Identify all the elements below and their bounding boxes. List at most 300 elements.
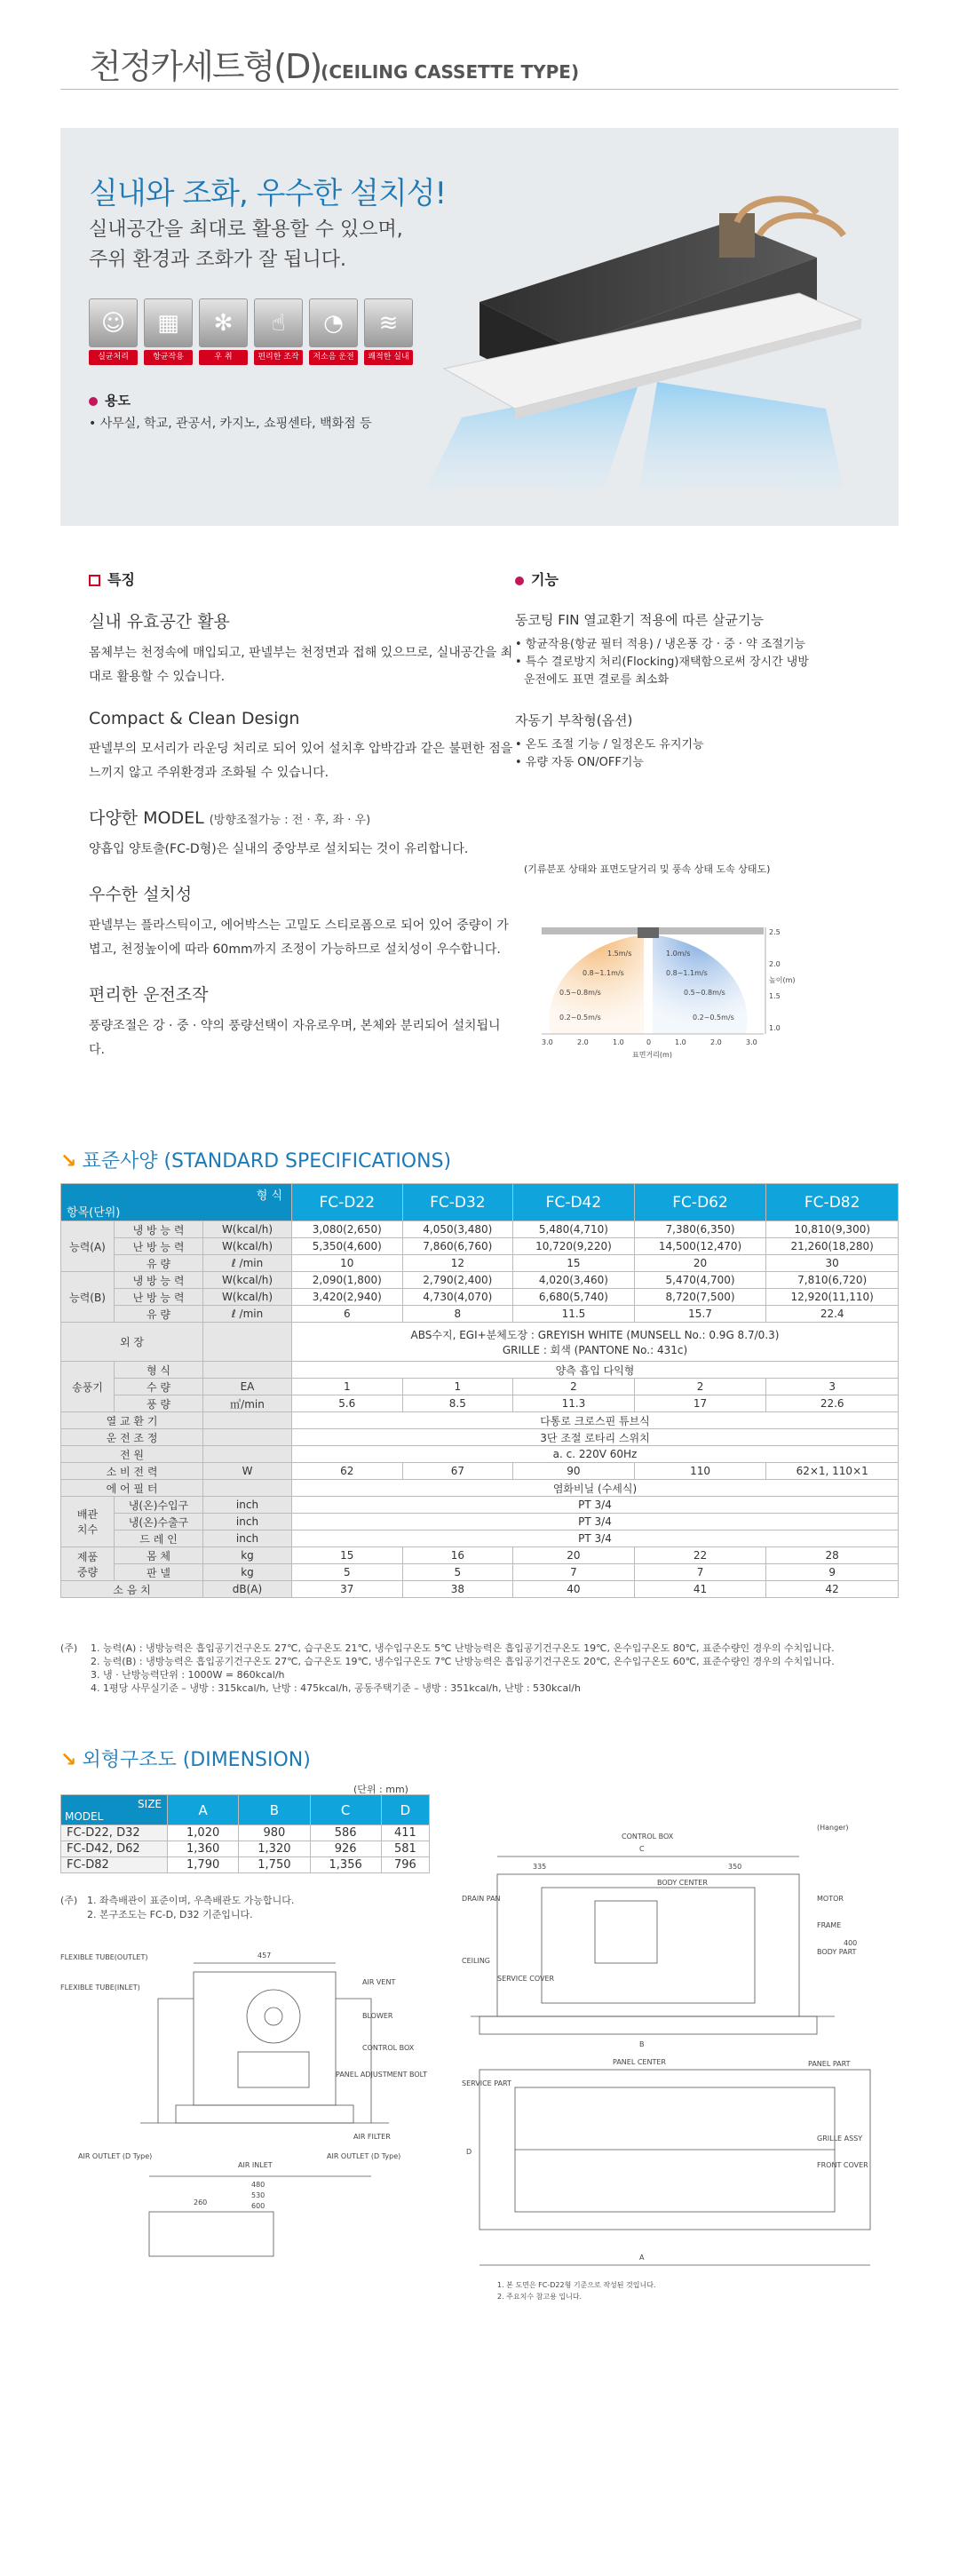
spec-value: 21,260(18,280) xyxy=(766,1238,899,1255)
drawing-label: PANEL PART xyxy=(808,2060,851,2068)
spec-value: 11.3 xyxy=(513,1395,635,1412)
use-text: • 사무실, 학교, 관공서, 카지노, 쇼핑센타, 백화점 등 xyxy=(89,417,372,431)
spec-value: 40 xyxy=(513,1581,635,1598)
spec-row xyxy=(61,1395,899,1412)
spec-value: 41 xyxy=(634,1581,766,1598)
dim-number: 600 xyxy=(251,2202,266,2210)
spec-value: 15.7 xyxy=(634,1306,766,1323)
functions-heading xyxy=(515,568,888,589)
dimension-value: 1,360 xyxy=(168,1841,239,1857)
drawing-label: CONTROL BOX xyxy=(622,1833,674,1841)
feature-icon-label: 항균작용 xyxy=(144,350,193,365)
dimension-header-row xyxy=(61,1795,430,1825)
feature-desc: 풍량조절은 강 · 중 · 약의 풍량선택이 자유로우며, 본체와 분리되어 설치됩니다. xyxy=(89,1019,501,1057)
airflow-label: 0.8~1.1m/s xyxy=(666,969,708,977)
square-bullet-icon xyxy=(89,575,100,586)
dim-number: 350 xyxy=(728,1863,742,1871)
spec-value: 2,790(2,400) xyxy=(402,1272,513,1289)
spec-row xyxy=(61,1463,899,1480)
spec-value: 4,020(3,460) xyxy=(513,1272,635,1289)
spec-item-label: 소 비 전 력 xyxy=(61,1463,203,1480)
spec-value: 8.5 xyxy=(402,1395,513,1412)
hero-sub-line: 주위 환경과 조화가 잘 됩니다. xyxy=(89,249,346,271)
spec-value: 9 xyxy=(766,1564,899,1581)
spec-item-label: 형 식 xyxy=(115,1362,203,1379)
dim-number: 530 xyxy=(251,2191,266,2199)
drawing-label: SERVICE PART xyxy=(462,2079,511,2087)
spec-exterior-line: ABS수지, EGI+분체도장 : GREYISH WHITE (MUNSELL No.: 0.9G 8.7/0.3) xyxy=(410,1328,780,1341)
spec-notes-lines xyxy=(91,1642,835,1695)
spec-value: 5,470(4,700) xyxy=(634,1272,766,1289)
spec-value: 3,420(2,940) xyxy=(292,1289,403,1306)
spec-group-label: 능력(A) xyxy=(61,1221,115,1272)
spec-unit: W(kcal/h) xyxy=(203,1272,292,1289)
dimension-head-size: SIZE xyxy=(138,1797,162,1810)
hero-headline: 실내와 조화, 우수한 설치성! xyxy=(89,176,447,211)
spec-item-label: 냉 방 능 력 xyxy=(115,1221,203,1238)
spec-value: 염화비닐 (수세식) xyxy=(292,1480,899,1497)
dim-letter: A xyxy=(639,2254,645,2262)
dim-letter: D xyxy=(466,2148,472,2156)
dimension-value: 980 xyxy=(239,1825,310,1841)
spec-group-label-line: 치수 xyxy=(76,1523,99,1536)
spec-item-label: 외 장 xyxy=(61,1323,203,1362)
dimension-row xyxy=(61,1825,430,1841)
dim-letter: C xyxy=(639,1845,645,1853)
spec-model-head: FC-D82 xyxy=(766,1184,899,1221)
spec-exterior-line: GRILLE : 회색 (PANTONE No.: 431c) xyxy=(502,1343,688,1356)
spec-value: 22.4 xyxy=(766,1306,899,1323)
wave-icon: ≋ xyxy=(364,298,413,347)
spec-value: 22.6 xyxy=(766,1395,899,1412)
drawing-label: (Hanger) xyxy=(817,1824,849,1832)
spec-value: 10,720(9,220) xyxy=(513,1238,635,1255)
spec-note: 2. 능력(B) : 냉방능력은 흡입공기건구온도 27℃, 습구온도 19℃, 냉수입구온도 7℃ 난방능력은 흡입공기건구온도 20℃, 온수입구온도 60℃, 표준수량인 경우의 수치입니다. xyxy=(91,1656,835,1667)
feature-item xyxy=(89,881,515,962)
function-title: 자동기 부착형(옵션) xyxy=(515,712,633,728)
spec-item-label: 냉 방 능 력 xyxy=(115,1272,203,1289)
airflow-x-tick: 1.0 xyxy=(675,1038,686,1046)
spec-unit: inch xyxy=(203,1530,292,1547)
dimension-table xyxy=(60,1794,430,1873)
airflow-label: 0.5~0.8m/s xyxy=(684,989,725,997)
airflow-y-tick: 1.0 xyxy=(769,1024,781,1032)
spec-value: 2,090(1,800) xyxy=(292,1272,403,1289)
spec-row xyxy=(61,1564,899,1581)
spec-item-label: 운 전 조 정 xyxy=(61,1429,203,1446)
spec-item-label: 풍 량 xyxy=(115,1395,203,1412)
spec-header-model: 형 식 xyxy=(256,1189,282,1203)
drawing-label: FRAME xyxy=(817,1921,842,1929)
spec-value: 5.6 xyxy=(292,1395,403,1412)
drawing-label: CONTROL BOX xyxy=(362,2044,415,2052)
spec-row xyxy=(61,1255,899,1272)
dimension-heading xyxy=(60,1745,311,1772)
spec-header-item: 항목(단위) xyxy=(67,1205,121,1220)
function-line: • 온도 조절 기능 / 일정온도 유지기능 xyxy=(515,738,704,751)
spec-value: 5,480(4,710) xyxy=(513,1221,635,1238)
dimension-notes-label: (주) xyxy=(60,1895,78,1906)
spec-row xyxy=(61,1362,899,1379)
feature-title xyxy=(89,805,515,829)
drawing-label: BODY PART xyxy=(817,1948,857,1956)
spec-row xyxy=(61,1238,899,1255)
dimension-head-model: MODEL xyxy=(65,1809,104,1823)
drawing-label: AIR VENT xyxy=(362,1978,396,1986)
spec-unit xyxy=(203,1362,292,1379)
spec-model-head: FC-D62 xyxy=(634,1184,766,1221)
dimension-col-head: D xyxy=(381,1795,429,1825)
spec-header-row xyxy=(61,1184,899,1221)
spec-row xyxy=(61,1547,899,1564)
feature-icon-item xyxy=(364,298,413,365)
dimension-notes xyxy=(60,1894,294,1922)
spec-item-label: 난 방 능 력 xyxy=(115,1238,203,1255)
dimension-notes-block xyxy=(60,1894,294,1922)
spec-group-label xyxy=(61,1547,115,1581)
feature-icon-label: 편리한 조작 xyxy=(254,350,303,365)
airflow-diagram xyxy=(533,927,796,1061)
feature-icon-label: 실균처리 xyxy=(89,350,138,365)
spec-value: 28 xyxy=(766,1547,899,1564)
spec-item-label: 냉(온)수출구 xyxy=(115,1514,203,1530)
spec-model-head: FC-D22 xyxy=(292,1184,403,1221)
airflow-label: 0.2~0.5m/s xyxy=(559,1014,601,1022)
spec-item-label: 전 원 xyxy=(61,1446,203,1463)
airflow-x-tick: 0 xyxy=(646,1038,652,1046)
drawing-label: GRILLE ASSY xyxy=(817,2135,863,2143)
spec-value: 62×1, 110×1 xyxy=(766,1463,899,1480)
feature-icon-item xyxy=(309,298,358,365)
arrow-decoration-icon: ↘ xyxy=(60,1749,77,1771)
spec-unit: kg xyxy=(203,1547,292,1564)
title-divider xyxy=(60,89,899,90)
dimension-unit: (단위 : mm) xyxy=(353,1784,408,1795)
snowflake-icon: ✻ xyxy=(199,298,248,347)
spec-value: 11.5 xyxy=(513,1306,635,1323)
airflow-y-tick: 2.0 xyxy=(769,960,781,968)
spec-value: 10,810(9,300) xyxy=(766,1221,899,1238)
filter-icon: ▦ xyxy=(144,298,193,347)
feature-title-text: 다양한 MODEL xyxy=(89,808,204,828)
dimension-model: FC-D82 xyxy=(61,1857,168,1873)
dimension-notes-lines xyxy=(87,1894,294,1922)
spec-unit xyxy=(203,1446,292,1463)
dimension-row xyxy=(61,1841,430,1857)
spec-value: 17 xyxy=(634,1395,766,1412)
spec-value: 5,350(4,600) xyxy=(292,1238,403,1255)
airflow-label: 1.5m/s xyxy=(607,950,632,958)
spec-unit: EA xyxy=(203,1379,292,1395)
dimension-value: 1,020 xyxy=(168,1825,239,1841)
spec-row xyxy=(61,1429,899,1446)
spec-value: 62 xyxy=(292,1463,403,1480)
spec-value: 14,500(12,470) xyxy=(634,1238,766,1255)
spec-value: 6 xyxy=(292,1306,403,1323)
dimension-value: 1,356 xyxy=(310,1857,381,1873)
spec-header-corner xyxy=(61,1184,292,1221)
spec-value: 6,680(5,740) xyxy=(513,1289,635,1306)
spec-value: 4,050(3,480) xyxy=(402,1221,513,1238)
drawing-label: AIR OUTLET (D Type) xyxy=(78,2152,153,2160)
airflow-y-label: 높이(m) xyxy=(769,976,796,984)
spec-unit xyxy=(203,1480,292,1497)
functions-section xyxy=(515,568,888,772)
page-title-ko: 천정카세트형(D) xyxy=(89,47,321,86)
spec-value: 67 xyxy=(402,1463,513,1480)
spec-item-label: 냉(온)수입구 xyxy=(115,1497,203,1514)
spec-unit: inch xyxy=(203,1497,292,1514)
spec-value: 3 xyxy=(766,1379,899,1395)
dimension-model: FC-D42, D62 xyxy=(61,1841,168,1857)
drawing-label: AIR INLET xyxy=(238,2161,273,2169)
dimension-value: 796 xyxy=(381,1857,429,1873)
spec-item-label: 수 량 xyxy=(115,1379,203,1395)
spec-unit: kg xyxy=(203,1564,292,1581)
dimension-value: 581 xyxy=(381,1841,429,1857)
airflow-x-tick: 1.0 xyxy=(613,1038,624,1046)
spec-value: 2 xyxy=(634,1379,766,1395)
spec-value: 42 xyxy=(766,1581,899,1598)
dimension-col-head: C xyxy=(310,1795,381,1825)
feature-title: 우수한 설치성 xyxy=(89,885,193,904)
spec-note: 4. 1평당 사무실기준 – 냉방 : 315kcal/h, 난방 : 475kcal/h, 공동주택기준 – 냉방 : 351kcal/h, 난방 : 530kcal/h xyxy=(91,1682,581,1694)
spec-value: 16 xyxy=(402,1547,513,1564)
use-heading xyxy=(89,391,131,409)
spec-group-label-line: 배관 xyxy=(76,1508,99,1521)
feature-desc: 판넬부의 모서리가 라운딩 처리로 되어 있어 설치후 압박감과 같은 불편한 점을 느끼지 않고 주위환경과 조화될 수 있습니다. xyxy=(89,742,513,780)
spec-model-head: FC-D42 xyxy=(513,1184,635,1221)
spec-value: 12,920(11,110) xyxy=(766,1289,899,1306)
drawing-note: 2. 주요치수 참고용 입니다. xyxy=(497,2293,583,2301)
spec-value: 다통로 크로스핀 튜브식 xyxy=(292,1412,899,1429)
function-title: 동코팅 FIN 열교환기 적용에 따른 살균기능 xyxy=(515,612,764,628)
ear-icon: ◔ xyxy=(309,298,358,347)
spec-notes-label: (주) xyxy=(60,1642,78,1654)
use-heading-text: 용도 xyxy=(105,393,131,409)
spec-value: 20 xyxy=(634,1255,766,1272)
spec-unit: ℓ /min xyxy=(203,1306,292,1323)
airflow-caption: (기류분포 상태와 표면도달거리 및 풍속 상태 도속 상태도) xyxy=(524,863,771,875)
spec-row xyxy=(61,1514,899,1530)
spec-notes xyxy=(60,1642,835,1695)
feature-item xyxy=(89,805,515,862)
dimension-row xyxy=(61,1857,430,1873)
spec-value: 7,860(6,760) xyxy=(402,1238,513,1255)
spec-value: 4,730(4,070) xyxy=(402,1289,513,1306)
feature-title: 편리한 운전조작 xyxy=(89,985,209,1005)
function-line: • 유량 자동 ON/OFF기능 xyxy=(515,756,644,769)
spec-unit: W(kcal/h) xyxy=(203,1238,292,1255)
spec-value: 7,810(6,720) xyxy=(766,1272,899,1289)
spec-row xyxy=(61,1323,899,1362)
spec-table xyxy=(60,1183,899,1598)
spec-value: 90 xyxy=(513,1463,635,1480)
drawing-label: PANEL ADJUSTMENT BOLT xyxy=(336,2071,427,2079)
drawing-note: 1. 본 도면은 FC-D22형 기준으로 작성된 것입니다. xyxy=(497,2281,656,2289)
airflow-x-tick: 2.0 xyxy=(577,1038,589,1046)
arrow-decoration-icon: ↘ xyxy=(60,1150,77,1173)
dimension-value: 1,320 xyxy=(239,1841,310,1857)
feature-item xyxy=(89,608,515,689)
functions-heading-text: 기능 xyxy=(531,571,559,588)
drawing-label: BLOWER xyxy=(362,2012,393,2020)
spec-value: 37 xyxy=(292,1581,403,1598)
spec-value: 10 xyxy=(292,1255,403,1272)
spec-value: 15 xyxy=(292,1547,403,1564)
drawing-label: SERVICE COVER xyxy=(497,1975,555,1983)
dim-letter: B xyxy=(639,2040,645,2048)
dimension-heading-text: 외형구조도 (DIMENSION) xyxy=(82,1749,311,1771)
feature-icon-item xyxy=(199,298,248,365)
spec-value: PT 3/4 xyxy=(292,1514,899,1530)
airflow-x-tick: 2.0 xyxy=(710,1038,722,1046)
drawing-label: MOTOR xyxy=(817,1895,844,1903)
spec-row xyxy=(61,1530,899,1547)
feature-title-note: (방향조절가능 : 전 · 후, 좌 · 우) xyxy=(209,814,371,827)
spec-value: PT 3/4 xyxy=(292,1530,899,1547)
cassette-product-image xyxy=(426,195,888,497)
spec-value: 양측 흡입 다익형 xyxy=(292,1362,899,1379)
spec-row xyxy=(61,1221,899,1238)
dimension-header-corner xyxy=(61,1795,168,1825)
spec-value: 7 xyxy=(513,1564,635,1581)
spec-value: 12 xyxy=(402,1255,513,1272)
feature-title: 실내 유효공간 활용 xyxy=(89,612,230,632)
spec-note: 3. 냉 · 난방능력단위 : 1000W = 860kcal/h xyxy=(91,1669,285,1681)
spec-unit: W(kcal/h) xyxy=(203,1221,292,1238)
spec-item-label: 판 넬 xyxy=(115,1564,203,1581)
dim-number: 335 xyxy=(533,1863,547,1871)
page-title xyxy=(89,39,579,88)
bullet-dot-icon xyxy=(515,576,524,585)
spec-value: 3,080(2,650) xyxy=(292,1221,403,1238)
spec-group-label: 송풍기 xyxy=(61,1362,115,1412)
feature-icon-row xyxy=(89,298,413,365)
spec-value: 110 xyxy=(634,1463,766,1480)
side-section-drawing xyxy=(60,1945,433,2274)
spec-item-label: 유 량 xyxy=(115,1306,203,1323)
spec-item-label: 유 량 xyxy=(115,1255,203,1272)
spec-heading xyxy=(60,1146,451,1173)
spec-row xyxy=(61,1306,899,1323)
features-section xyxy=(89,568,515,1062)
spec-unit: ℓ /min xyxy=(203,1255,292,1272)
person-icon: ☺ xyxy=(89,298,138,347)
remote-icon: ☝ xyxy=(254,298,303,347)
airflow-x-tick: 3.0 xyxy=(542,1038,553,1046)
airflow-y-tick: 2.5 xyxy=(769,928,781,936)
spec-item-label: 드 레 인 xyxy=(115,1530,203,1547)
dim-number: 260 xyxy=(194,2198,208,2206)
spec-note: 1. 능력(A) : 냉방능력은 흡입공기건구온도 27℃, 습구온도 21℃, 냉수입구온도 5℃ 난방능력은 흡입공기건구온도 19℃, 온수입구온도 80℃, 표준수량인 경우의 수치입니다. xyxy=(91,1642,835,1654)
spec-group-label: 능력(B) xyxy=(61,1272,115,1323)
drawing-label: CEILING xyxy=(462,1957,490,1965)
function-line: • 특수 결로방지 처리(Flocking)재택함으로써 장시간 냉방 xyxy=(515,656,809,669)
spec-group-label xyxy=(61,1497,115,1547)
spec-value: 1 xyxy=(402,1379,513,1395)
spec-unit xyxy=(203,1412,292,1429)
spec-unit: dB(A) xyxy=(203,1581,292,1598)
drawing-label: FRONT COVER xyxy=(817,2161,868,2169)
spec-row xyxy=(61,1497,899,1514)
spec-row xyxy=(61,1412,899,1429)
spec-value: 8,720(7,500) xyxy=(634,1289,766,1306)
drawing-label: FLEXIBLE TUBE(OUTLET) xyxy=(60,1953,148,1961)
feature-icon-item xyxy=(254,298,303,365)
airflow-label: 1.0m/s xyxy=(666,950,691,958)
spec-value xyxy=(292,1323,899,1362)
spec-row xyxy=(61,1581,899,1598)
function-line: • 항균작용(항균 필터 적용) / 냉온풍 강 · 중 · 약 조절기능 xyxy=(515,638,806,651)
airflow-label: 0.8~1.1m/s xyxy=(583,969,624,977)
airflow-label: 0.2~0.5m/s xyxy=(693,1014,734,1022)
features-heading-text: 특징 xyxy=(107,571,135,588)
dimension-value: 926 xyxy=(310,1841,381,1857)
spec-value: PT 3/4 xyxy=(292,1497,899,1514)
function-line: 운전에도 표면 결로를 최소화 xyxy=(524,673,670,687)
spec-item-label: 난 방 능 력 xyxy=(115,1289,203,1306)
spec-unit xyxy=(203,1323,292,1362)
spec-value: 5 xyxy=(402,1564,513,1581)
dim-number: 480 xyxy=(251,2181,266,2189)
dimension-value: 1,750 xyxy=(239,1857,310,1873)
spec-value: 15 xyxy=(513,1255,635,1272)
dimension-col-head: B xyxy=(239,1795,310,1825)
bullet-dot-icon xyxy=(89,397,98,406)
dimension-col-head: A xyxy=(168,1795,239,1825)
feature-item xyxy=(89,982,515,1062)
spec-value: 1 xyxy=(292,1379,403,1395)
feature-icon-label: 쾌적한 실내 xyxy=(364,350,413,365)
spec-item-label: 에 어 필 터 xyxy=(61,1480,203,1497)
hero-sub-line: 실내공간을 최대로 활용할 수 있으며, xyxy=(89,219,403,241)
spec-row xyxy=(61,1480,899,1497)
drawing-label: BODY CENTER xyxy=(657,1879,708,1887)
feature-icon-label: 우 취 xyxy=(199,350,248,365)
spec-group-label-line: 중량 xyxy=(76,1565,99,1578)
spec-value: a. c. 220V 60Hz xyxy=(292,1446,899,1463)
dimension-note: 2. 본구조도는 FC-D, D32 기준입니다. xyxy=(87,1909,253,1920)
drawing-label: DRAIN PAN xyxy=(462,1895,501,1903)
front-top-view-drawing xyxy=(462,1803,906,2318)
spec-value: 2 xyxy=(513,1379,635,1395)
feature-icon-item xyxy=(144,298,193,365)
spec-item-label: 열 교 환 기 xyxy=(61,1412,203,1429)
feature-icon-item xyxy=(89,298,138,365)
spec-group-label-line: 제품 xyxy=(76,1550,99,1563)
spec-value: 8 xyxy=(402,1306,513,1323)
dim-number: 457 xyxy=(258,1952,272,1960)
spec-item-label: 소 음 치 xyxy=(61,1581,203,1598)
spec-unit xyxy=(203,1429,292,1446)
spec-row xyxy=(61,1379,899,1395)
airflow-y-tick: 1.5 xyxy=(769,992,781,1000)
spec-value: 7 xyxy=(634,1564,766,1581)
spec-row xyxy=(61,1272,899,1289)
spec-row xyxy=(61,1446,899,1463)
page-title-en: (CEILING CASSETTE TYPE) xyxy=(321,61,580,83)
dimension-value: 586 xyxy=(310,1825,381,1841)
feature-desc: 몸체부는 천정속에 매입되고, 판넬부는 천정면과 접해 있으므로, 실내공간을 최대로 활용할 수 있습니다. xyxy=(89,646,513,684)
drawing-label: FLEXIBLE TUBE(INLET) xyxy=(60,1984,140,1992)
spec-value: 38 xyxy=(402,1581,513,1598)
spec-row xyxy=(61,1289,899,1306)
feature-desc: 판넬부는 플라스틱이고, 에어박스는 고밀도 스티로폼으로 되어 있어 중량이 가볍고, 천정높이에 따라 60mm까지 조정이 가능하므로 설치성이 우수합니다. xyxy=(89,918,509,957)
dimension-note: 1. 좌측배관이 표준이며, 우측배관도 가능합니다. xyxy=(87,1895,295,1906)
feature-icon-label: 저소음 운전 xyxy=(309,350,358,365)
dimension-value: 1,790 xyxy=(168,1857,239,1873)
